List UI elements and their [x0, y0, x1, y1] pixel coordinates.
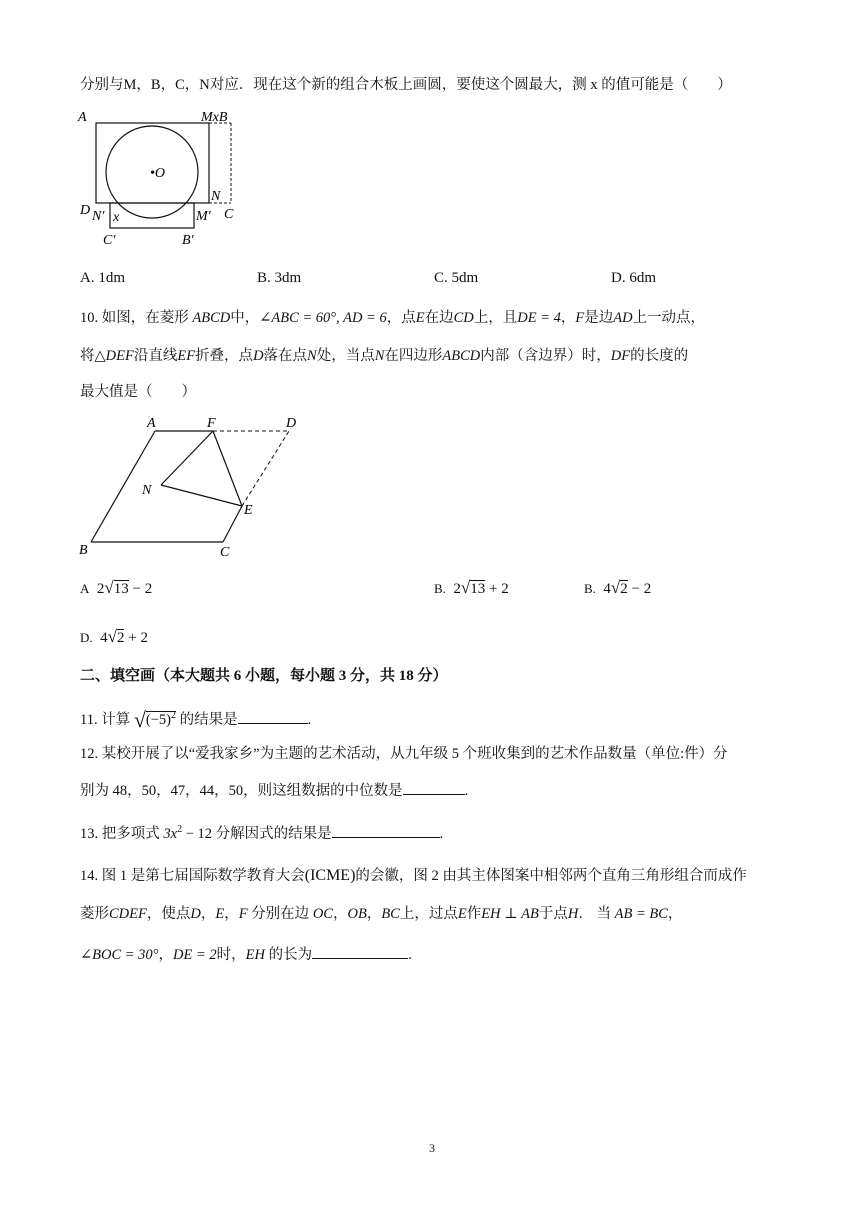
q12-line1: 12. 某校开展了以“爱我家乡”为主题的艺术活动，从九年级 5 个班收集到的艺术作品数量（单位:件）分 — [80, 746, 728, 762]
q13: 13. 把多项式 $3x^2 - 12$ 分解因式的结果是 . — [80, 824, 444, 842]
q12-answer-blank[interactable] — [403, 780, 465, 795]
label-a: A — [147, 416, 156, 431]
page-number: 3 — [429, 1141, 435, 1155]
q14-line3: ∠BOC = 30°，DE = 2时，EH 的长为 . — [80, 944, 412, 965]
q9-figure — [76, 104, 256, 250]
q9-option-b: B. 3dm — [257, 270, 302, 286]
label-f: F — [207, 416, 216, 431]
label-x: x — [113, 210, 120, 225]
section-heading: 二、填空画（本大题共 6 小题，每小题 3 分，共 18 分） — [80, 668, 448, 684]
q10-option-b: B. 2√13 + 2 — [434, 578, 509, 597]
q11-answer-blank[interactable] — [238, 709, 308, 724]
q14-line2: 菱形CDEF，使点D，E，F 分别在边 OC，OB，BC上，过点E作EH ⊥ AB于点H． 当 AB = BC， — [80, 906, 683, 922]
label-n: N — [142, 483, 152, 498]
label-n: N — [211, 189, 221, 204]
q9-option-a: A. 1dm — [80, 270, 125, 286]
label-e: E — [244, 503, 253, 518]
label-c: C — [220, 545, 230, 560]
label-mxb: MxB — [201, 110, 228, 125]
q14-answer-blank[interactable] — [312, 944, 408, 959]
q12-line2: 别为 48，50，47，44，50，则这组数据的中位数是 . — [80, 780, 468, 801]
q10-line2: 将△DEF沿直线EF折叠，点D落在点N处，当点N在四边形ABCD内部（含边界）时，DF的长度的 — [80, 348, 689, 364]
label-mprime: M′ — [196, 209, 211, 224]
q9-option-d: D. 6dm — [611, 270, 656, 286]
q10-line3: 最大值是（ ） — [80, 384, 196, 400]
label-c: C — [224, 207, 234, 222]
label-o: •O — [150, 166, 166, 181]
label-cprime: C′ — [103, 233, 116, 248]
q10-option-d: D. 4√2 + 2 — [80, 627, 148, 646]
q10-option-c: B. 4√2 − 2 — [584, 578, 652, 597]
label-d: D — [286, 416, 297, 431]
label-nprime: N′ — [92, 209, 105, 224]
q10-line1: 10. 如图，在菱形 ABCD中，∠ABC = 60°, AD = 6，点E在边CD上，且DE = 4，F是边AD上一动点， — [80, 310, 706, 326]
q13-answer-blank[interactable] — [332, 823, 440, 838]
label-bprime: B′ — [182, 233, 194, 248]
q11: 11. 计算 $√(-5)^2$ 的结果是 . — [80, 706, 312, 732]
q9-text: 分别与M，B，C，N对应．现在这个新的组合木板上画圆，要使这个圆最大，测 x 的值可能是（ ） — [80, 77, 732, 93]
board-rect — [96, 123, 209, 203]
label-d: D — [80, 203, 91, 218]
label-a: A — [78, 110, 87, 125]
q10-option-a: A 2√13 − 2 — [80, 578, 153, 597]
q10-figure — [76, 410, 316, 562]
q9-option-c: C. 5dm — [434, 270, 479, 286]
label-b: B — [79, 543, 88, 558]
q14-line1: 14. 图 1 是第七届国际数学教育大会(ICME)的会徽，图 2 由其主体图案中相邻两个直角三角形组合而成作 — [80, 867, 747, 884]
